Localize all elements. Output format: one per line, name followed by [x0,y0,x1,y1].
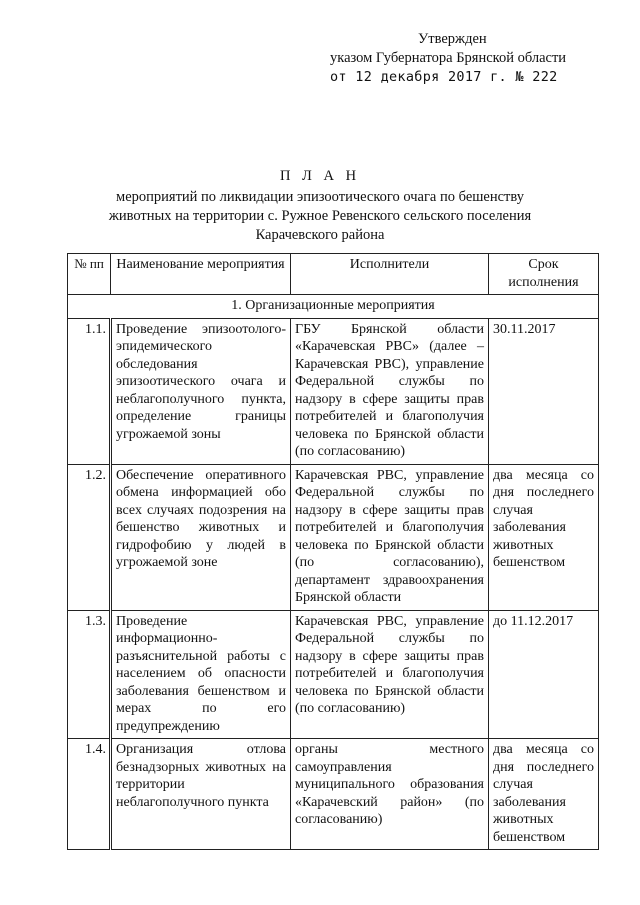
approval-line-date-number: от 12 декабря 2017 г. № 222 [330,69,558,85]
table-row [68,464,599,610]
row-executors: Карачевская РВС, управление Федеральной службы по надзору в сфере защиты прав потребителей и благополучия человека по Брянской области (по согласованию) [291,610,489,739]
section-row [68,295,599,319]
row-deadline: два месяца со дня последнего случая заболевания животных бешенством [489,739,599,850]
row-name: Проведение эпизоотолого-эпидемического обследования эпизоотического очага и неблагополучного пункта, определение границы угрожаемой зоны [111,318,291,464]
row-name: Организация отлова безнадзорных животных на территории неблагополучного пункта [111,739,291,850]
row-deadline: два месяца со дня последнего случая заболевания животных бешенством [489,464,599,610]
title-line-3: Карачевского района [255,227,385,243]
header-executors: Исполнители [291,254,489,295]
row-num: 1.1. [68,318,111,464]
row-name: Обеспечение оперативного обмена информацией обо всех случаях подозрения на бешенство животных и гидрофобию у людей в угрожаемой зоне [111,464,291,610]
header-deadline: Срок исполнения [489,254,599,295]
title-plan: П Л А Н [279,168,361,184]
row-num: 1.3. [68,610,111,739]
title-line-1: мероприятий по ликвидации эпизоотического очага по бешенству [116,189,524,205]
row-deadline: 30.11.2017 [489,318,599,464]
row-num: 1.4. [68,739,111,850]
row-num: 1.2. [68,464,111,610]
section-title: 1. Организационные мероприятия [68,295,599,319]
header-num: № пп [68,254,111,295]
row-executors: ГБУ Брянской области «Карачевская РВС» (далее – Карачевская РВС), управление Федеральной службы по надзору в сфере защиты прав потребителей и благополучия человека по Брянской области (по согласованию) [291,318,489,464]
table-row [68,318,599,464]
table-row [68,610,599,739]
title-line-2: животных на территории с. Ружное Ревенского сельского поселения [108,208,532,224]
document-title [60,167,580,245]
approval-line-decree: указом Губернатора Брянской области [330,50,567,66]
plan-table [67,253,599,850]
row-name: Проведение информационно-разъяснительной работы с населением об опасности заболевания бешенством и мерах по его предупреждению [111,610,291,739]
header-name: Наименование мероприятия [111,254,291,295]
approval-block [330,30,630,87]
row-executors: органы местного самоуправления муниципального образования «Карачевский район» (по согласованию) [291,739,489,850]
row-executors: Карачевская РВС, управление Федеральной службы по надзору в сфере защиты прав потребителей и благополучия человека по Брянской области (по согласованию), департамент здравоохранения Брянской области [291,464,489,610]
approval-line-approved: Утвержден [418,31,487,47]
table-header-row [68,254,599,295]
table-row [68,739,599,850]
row-deadline: до 11.12.2017 [489,610,599,739]
